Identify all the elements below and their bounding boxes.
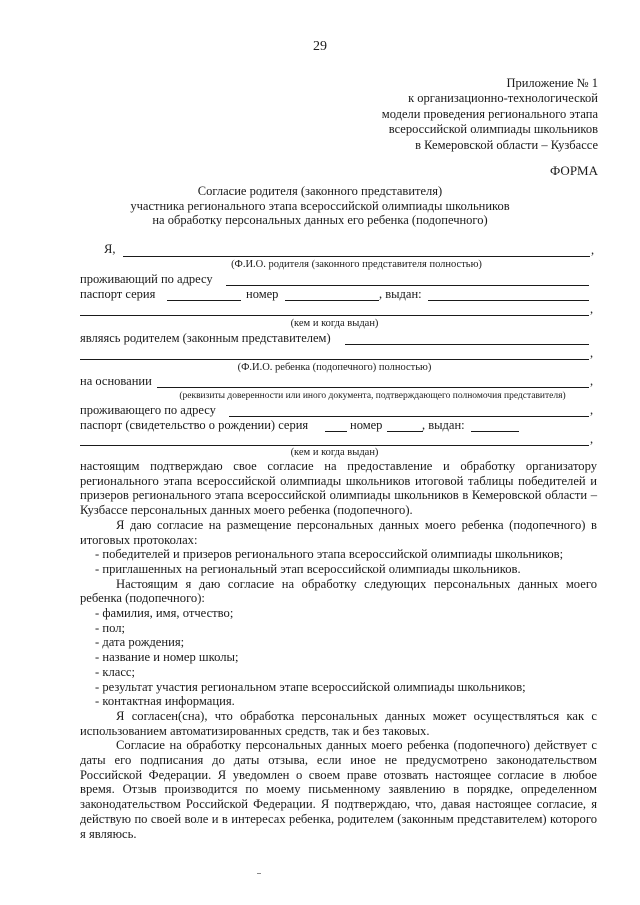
list-item: - класс; — [95, 664, 136, 679]
appendix-line: всероссийской олимпиады школьников — [388, 122, 598, 137]
basis-field[interactable] — [157, 387, 589, 388]
basis-caption: (реквизиты доверенности или иного документа, подтверждающего полномочия представителя) — [179, 391, 566, 401]
issued-caption: (кем и когда выдан) — [290, 318, 379, 329]
scan-speck — [257, 873, 261, 874]
passport-issued-label: , выдан: — [379, 287, 422, 301]
list-item: - дата рождения; — [95, 635, 185, 650]
consent-paragraph: Настоящим я даю согласие на обработку следующих персональных данных моего ребенка (подопечного): — [80, 576, 597, 606]
child-fio-caption: (Ф.И.О. ребенка (подопечного) полностью) — [237, 362, 432, 373]
being-parent-label: являясь родителем (законным представителем) — [80, 331, 331, 345]
appendix-line: в Кемеровской области – Кузбассе — [415, 137, 598, 152]
child-passport-issued-label: , выдан: — [422, 418, 465, 432]
i-label: Я, — [104, 242, 116, 256]
appendix-line: модели проведения регионального этапа — [381, 106, 598, 121]
passport-issued-field[interactable] — [428, 300, 589, 301]
being-parent-field[interactable] — [345, 344, 589, 345]
title-line: на обработку персональных данных его ребенка (подопечного) — [152, 213, 488, 227]
list-item: - контактная информация. — [95, 694, 235, 709]
child-passport-series-field[interactable] — [325, 431, 347, 432]
list-item: - фамилия, имя, отчество; — [95, 606, 234, 621]
passport-issued-continuation-field[interactable] — [80, 315, 589, 316]
list-item: - пол; — [95, 620, 125, 635]
list-item: - результат участия региональном этапе всероссийской олимпиады школьников; — [95, 679, 526, 694]
consent-paragraph: Я даю согласие на размещение персональных данных моего ребенка (подопечного) в итоговых протоколах: — [80, 517, 597, 547]
appendix-line: к организационно-технологической — [408, 91, 598, 106]
title-line: участника регионального этапа всероссийской олимпиады школьников — [130, 198, 510, 213]
consent-paragraph: Согласие на обработку персональных данных моего ребенка (подопечного) действует с даты его подписания до даты отзыва, если иное не предусмотрено законодательством Российской Федерации. Я уведомлен о своем праве отозвать настоящее согласие в любое время. Отзыв производится по моему письменному заявлению в порядке, определенном законодательством Российской Федерации. Я подтверждаю, что, давая настоящее согласие, я действую по своей воле и в интересах ребенка, родителем (законным представителем) которого я являюсь. — [80, 738, 597, 841]
list-item: - приглашенных на региональный этап всероссийской олимпиады школьников. — [95, 561, 521, 576]
passport-number-label: номер — [246, 287, 279, 301]
living-address-label: проживающий по адресу — [80, 272, 213, 286]
document-title — [0, 184, 640, 228]
child-living-field[interactable] — [229, 416, 589, 417]
child-issued-continuation-field[interactable] — [80, 445, 589, 446]
comma: , — [590, 346, 594, 360]
passport-number-field[interactable] — [285, 300, 379, 301]
title-line: Согласие родителя (законного представителя) — [197, 184, 443, 198]
basis-label: на основании — [80, 374, 152, 388]
list-item: - победителей и призеров регионального этапа всероссийской олимпиады школьников; — [95, 547, 564, 562]
comma: , — [590, 302, 594, 316]
comma: , — [590, 403, 594, 417]
child-living-label: проживающего по адресу — [80, 403, 216, 417]
list-item: - название и номер школы; — [95, 650, 239, 665]
page-number: 29 — [313, 39, 327, 54]
living-address-field[interactable] — [226, 285, 589, 286]
child-issued-caption: (кем и когда выдан) — [290, 447, 379, 458]
child-fio-field[interactable] — [80, 359, 589, 360]
consent-paragraph: настоящим подтверждаю свое согласие на предоставление и обработку организатору регионального этапа всероссийской олимпиады школьников итоговой таблицы победителей и призеров регионального этапа всероссийской олимпиады школьников в Кемеровской области – Кузбассе персональных данных моего ребенка (подопечного). — [80, 459, 597, 518]
appendix-header — [382, 76, 598, 153]
passport-series-field[interactable] — [167, 300, 241, 301]
consent-body — [80, 459, 597, 841]
comma: , — [591, 243, 595, 257]
parent-fio-field[interactable] — [123, 256, 590, 257]
child-passport-number-field[interactable] — [387, 431, 423, 432]
form-label: ФОРМА — [550, 163, 598, 178]
child-passport-issued-field[interactable] — [471, 431, 519, 432]
child-passport-number-label: номер — [350, 418, 383, 432]
comma: , — [590, 374, 594, 388]
appendix-line: Приложение № 1 — [506, 76, 598, 90]
child-passport-label: паспорт (свидетельство о рождении) серия — [80, 418, 309, 432]
comma: , — [590, 432, 594, 446]
parent-fio-caption: (Ф.И.О. родителя (законного представителя полностью) — [231, 259, 482, 270]
passport-series-label: паспорт серия — [80, 287, 156, 301]
consent-paragraph: Я согласен(сна), что обработка персональных данных может осуществляться как с использованием автоматизированных средств, так и без таковых. — [80, 708, 597, 738]
